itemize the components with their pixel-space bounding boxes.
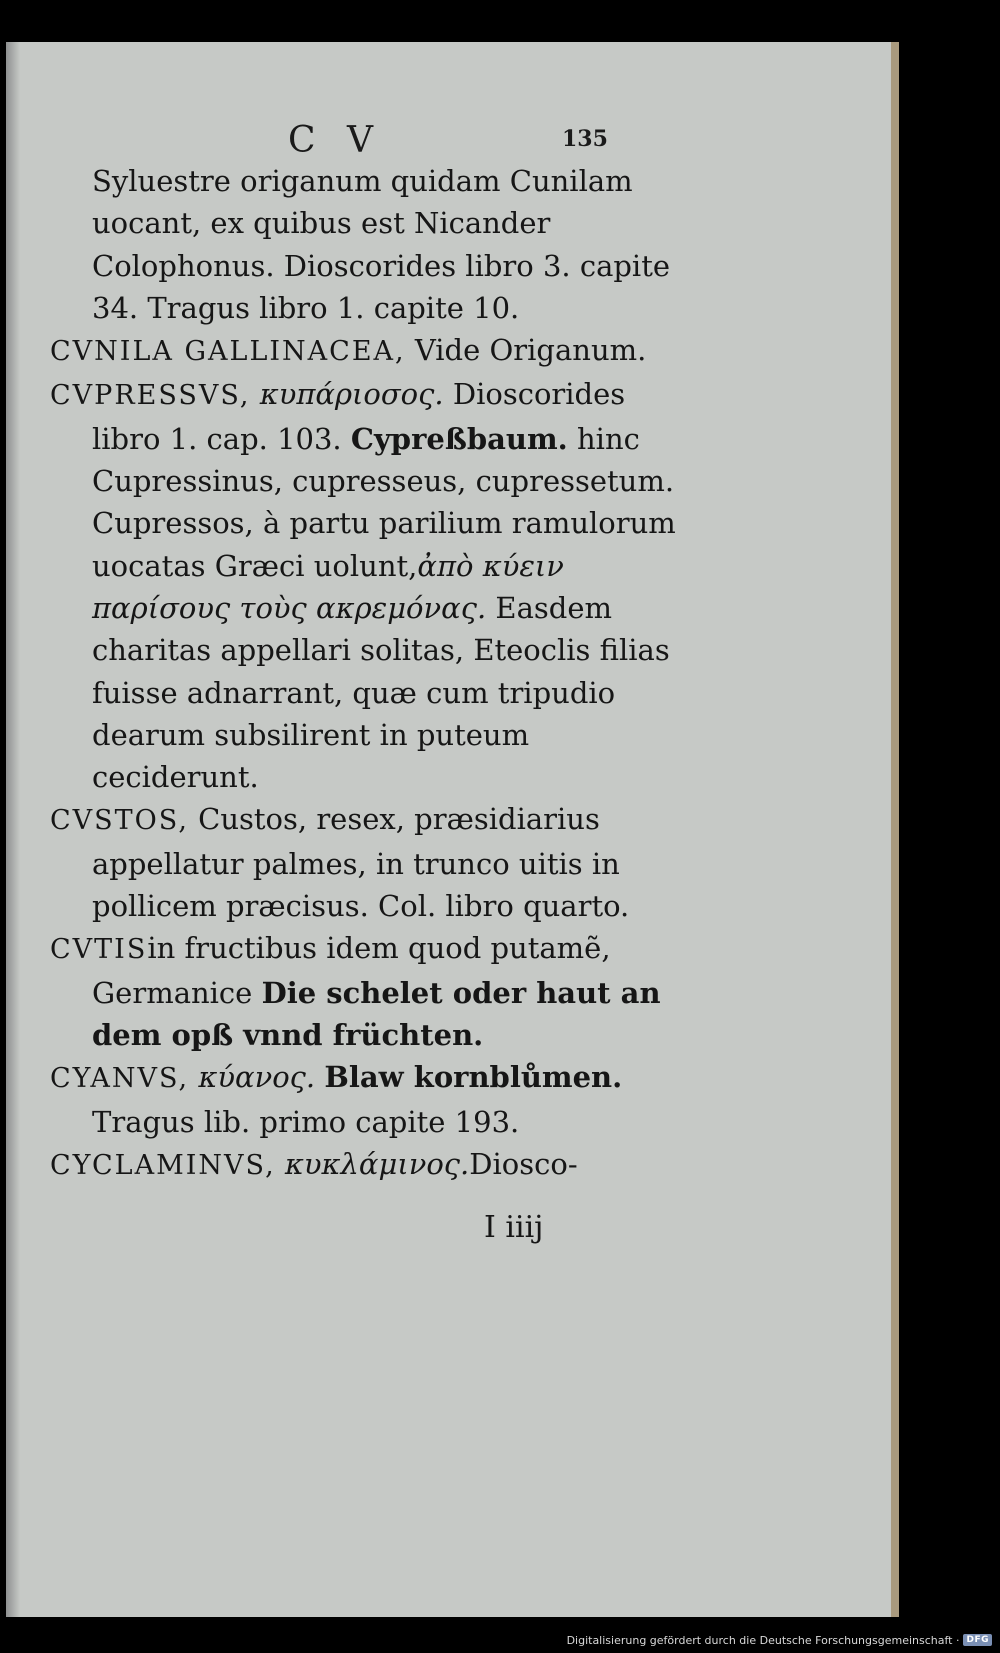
german-term: Cypreßbaum.: [350, 421, 568, 456]
greek-term: κυπάριοσος.: [259, 377, 444, 412]
entry-text: Easdem charitas appellari solitas, Eteoclis filias fuisse adnarrant, quæ cum tripudio dearum subsilirent in puteum ceciderunt.: [92, 590, 670, 795]
entry-text: Vide Origanum.: [414, 333, 647, 368]
page-number: 135: [562, 126, 608, 152]
entry-text: in fructibus idem quod putamẽ, Germanice: [92, 931, 611, 1010]
entry-headword: CYCLAMINVS,: [50, 1149, 276, 1181]
greek-term: ἀπὸ κύειν παρίσους τοὺς ακρεμόνας.: [92, 548, 564, 625]
footer-credit: Digitalisierung gefördert durch die Deutsche Forschungsgemeinschaft ·: [566, 1633, 960, 1647]
dfg-logo-icon: DFG: [963, 1634, 992, 1646]
digitization-footer: [567, 1629, 992, 1651]
greek-term: κύανος.: [198, 1060, 316, 1095]
entry-headword: CVSTOS,: [50, 805, 189, 837]
entry-headword: CVPRESSVS,: [50, 380, 251, 412]
page-text: [50, 160, 690, 1187]
running-head: C V: [288, 120, 383, 161]
entry-cyanus: [50, 1056, 690, 1143]
book-page: [6, 42, 899, 1617]
entry-text: Tragus lib. primo capite 193.: [92, 1104, 520, 1139]
entry-text: Dioscorides libro 1. cap. 103.: [92, 377, 626, 456]
german-term: Die schelet oder haut an dem opß vnnd früchten.: [92, 975, 661, 1052]
entry-continuation: [50, 160, 690, 329]
entry-text: hinc Cupressinus, cupresseus, cupressetum. Cupressos, à partu parilium ramulorum uocatas Græci uolunt,: [92, 421, 676, 583]
entry-cupressus: [50, 373, 690, 798]
greek-term: κυκλάμινος.: [284, 1146, 470, 1181]
entry-text: Syluestre origanum quidam Cunilam uocant, ex quibus est Nicander Colophonus. Dioscorides libro 3. capite 34. Tragus libro 1. capite 10.: [92, 164, 671, 325]
entry-text: Diosco-: [469, 1146, 578, 1181]
entry-cutis: [50, 927, 690, 1056]
entry-headword: CYANVS,: [50, 1063, 190, 1095]
entry-text: Custos, resex, præsidiarius appellatur palmes, in trunco uitis in pollicem præcisus. Col. libro quarto.: [92, 802, 630, 924]
page-header: [6, 120, 891, 160]
entry-cyclaminus: [50, 1143, 690, 1187]
signature-mark: I iiij: [484, 1210, 544, 1245]
german-term: Blaw kornblůmen.: [324, 1060, 623, 1095]
entry-headword: CVNILA GALLINACEA,: [50, 336, 406, 368]
entry-headword: CVTIS: [50, 934, 148, 966]
entry-custos: [50, 798, 690, 927]
entry-cunila-gallinacea: [50, 329, 690, 373]
